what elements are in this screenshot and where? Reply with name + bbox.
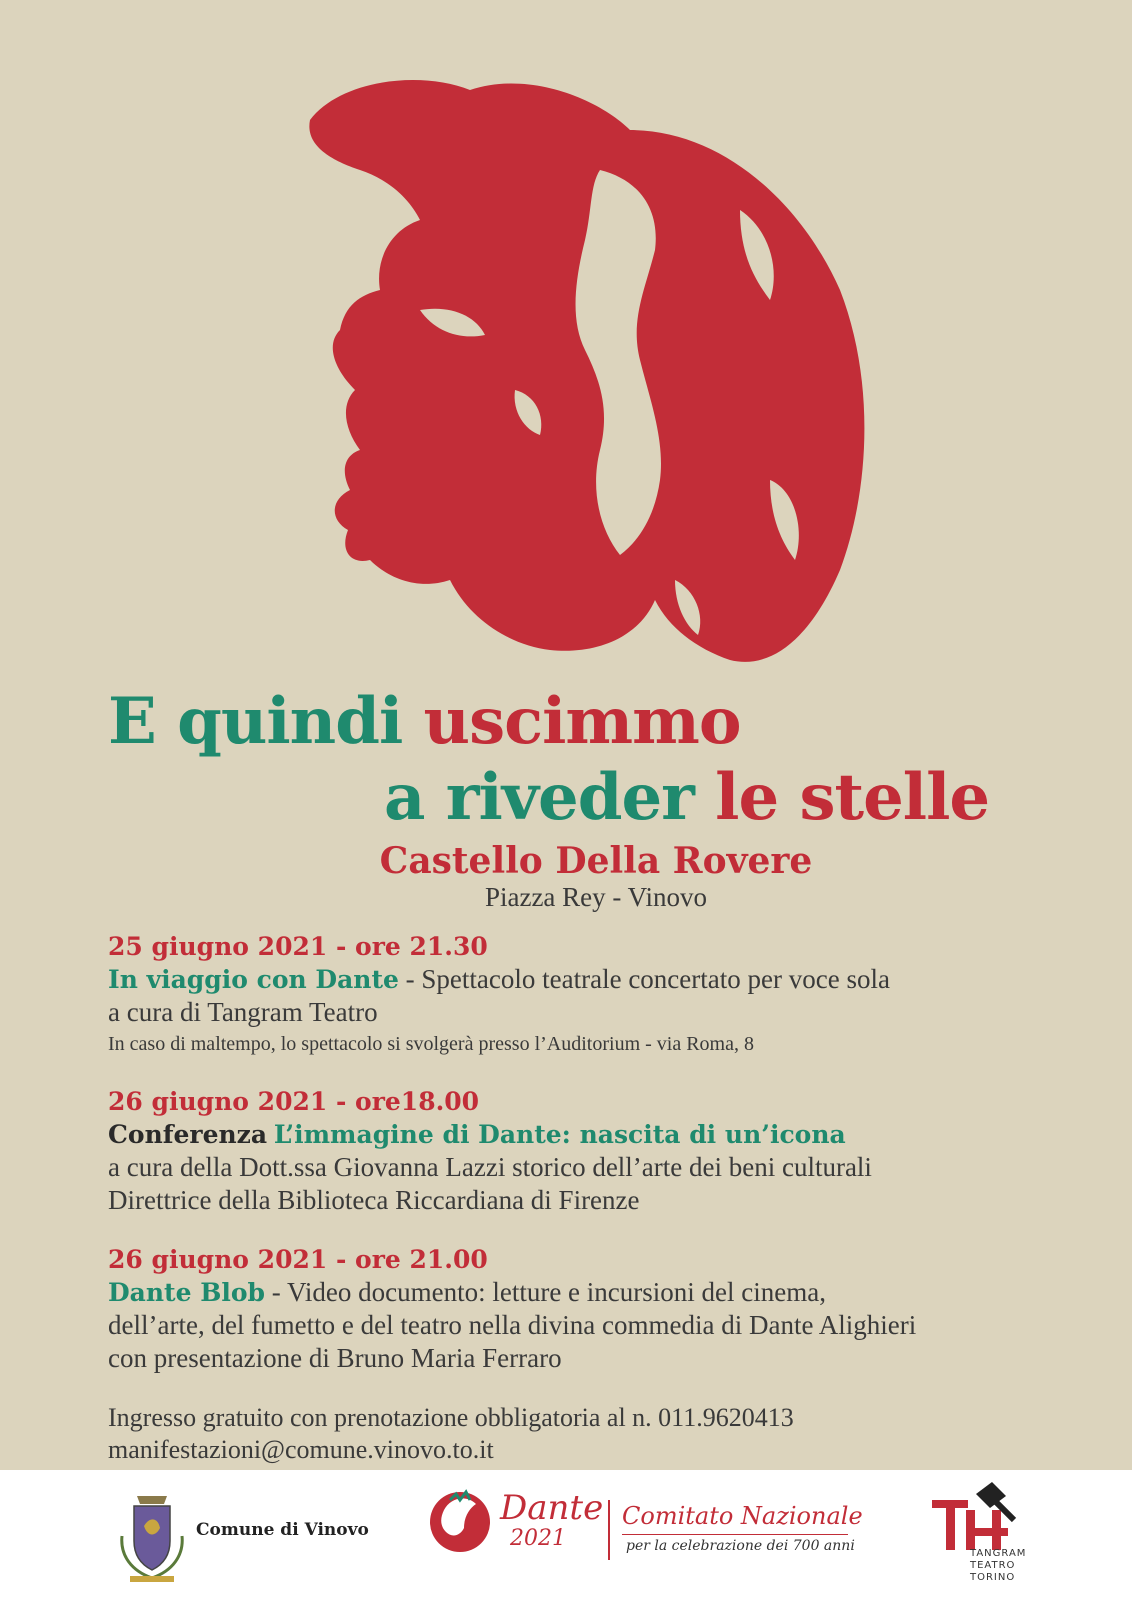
event-date: 26 giugno 2021 - ore18.00: [108, 1087, 480, 1116]
event-description-line: [108, 1276, 1118, 1309]
comitato-underline: [622, 1534, 848, 1535]
event-description-line: [108, 1118, 1118, 1151]
tangram-teatro: TEATRO: [970, 1560, 1016, 1571]
event-description: - Spettacolo teatrale concertato per voce sola: [398, 964, 890, 994]
comitato-subtitle: per la celebrazione dei 700 anni: [626, 1538, 855, 1554]
title-line-1: [108, 684, 741, 759]
tangram-name: TANGRAM: [970, 1548, 1027, 1559]
event-title: Dante Blob: [108, 1278, 265, 1307]
dante-logo-word: Dante: [500, 1488, 604, 1528]
event-curator-role: Direttrice della Biblioteca Riccardiana di Firenze: [108, 1185, 640, 1215]
comune-crest-icon: [112, 1486, 192, 1586]
event-date: 25 giugno 2021 - ore 21.30: [108, 932, 488, 961]
event-weather-note: In caso di maltempo, lo spettacolo si svolgerà presso l’Auditorium - via Roma, 8: [108, 1033, 754, 1055]
venue-name: Castello Della Rovere: [379, 840, 813, 882]
title-line-1-part-2: uscimmo: [423, 684, 741, 759]
event-curator: a cura di Tangram Teatro: [108, 997, 378, 1027]
logo-divider: [608, 1500, 610, 1560]
title-line-2-part-2: le stelle: [715, 760, 990, 835]
venue-address: Piazza Rey - Vinovo: [484, 882, 708, 912]
event-description: - Video documento: letture e incursioni del cinema,: [265, 1277, 826, 1307]
event-item: [108, 930, 1118, 1059]
event-description-continued: dell’arte, del fumetto e del teatro nella divina commedia di Dante Alighieri: [108, 1310, 917, 1340]
event-presenter: con presentazione di Bruno Maria Ferraro: [108, 1343, 562, 1373]
sponsor-footer: [0, 1470, 1132, 1600]
title-line-1-part-1: E quindi: [108, 684, 403, 759]
events-list: [108, 930, 1118, 1401]
event-curator: a cura della Dott.ssa Giovanna Lazzi storico dell’arte dei beni culturali: [108, 1152, 872, 1182]
comune-name: Comune di Vinovo: [196, 1520, 369, 1540]
event-item: [108, 1085, 1118, 1217]
event-item: [108, 1243, 1118, 1375]
title-line-2-part-1: a riveder: [384, 760, 694, 835]
event-description-line: [108, 963, 1118, 996]
title-line-2: [384, 760, 990, 835]
event-label: Conferenza: [108, 1120, 268, 1149]
tangram-city: TORINO: [970, 1572, 1016, 1583]
dante-logo-year: 2021: [510, 1526, 566, 1551]
booking-info: Ingresso gratuito con prenotazione obbligatoria al n. 011.9620413: [108, 1403, 794, 1432]
dante-portrait-illustration: [300, 60, 880, 680]
event-title: L’immagine di Dante: nascita di un’icona: [273, 1120, 846, 1149]
comitato-title: Comitato Nazionale: [622, 1502, 863, 1530]
event-title: In viaggio con Dante: [108, 965, 399, 994]
contact-email[interactable]: manifestazioni@comune.vinovo.to.it: [108, 1435, 494, 1464]
event-date: 26 giugno 2021 - ore 21.00: [108, 1245, 488, 1274]
